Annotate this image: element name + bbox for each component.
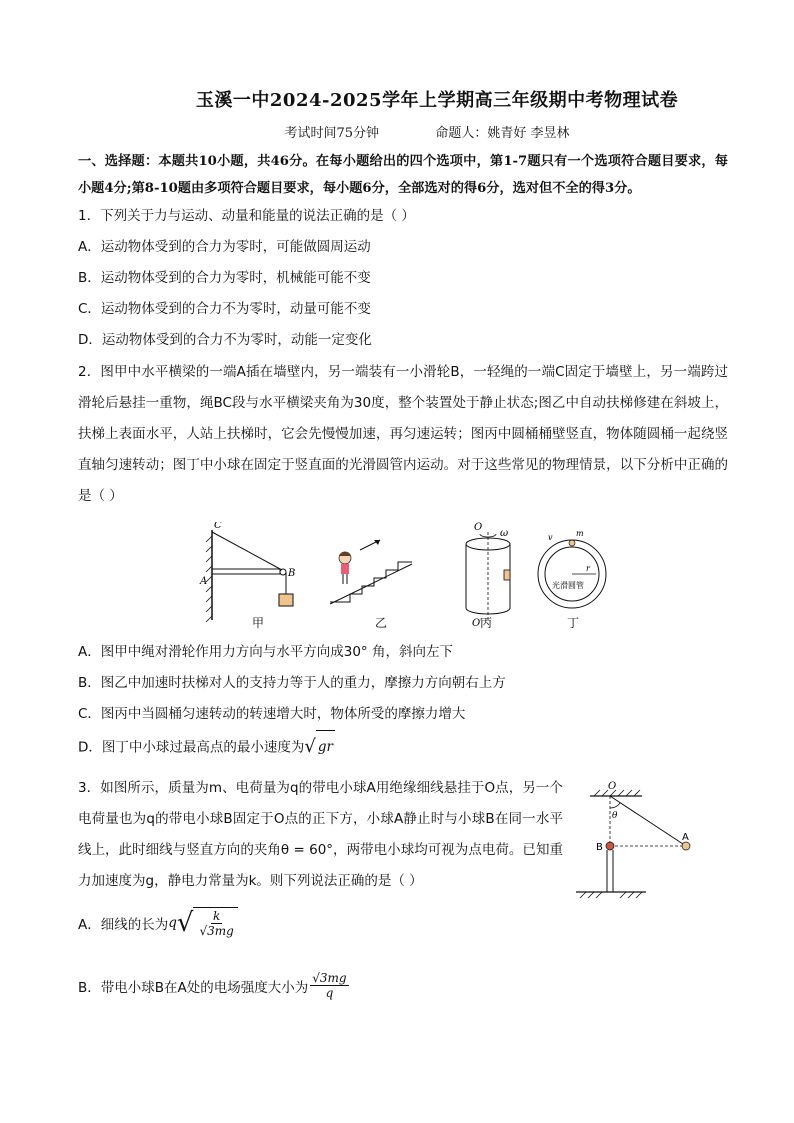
label-tube: 光滑圆管 bbox=[552, 581, 584, 590]
label-c: C bbox=[214, 522, 222, 531]
label-o-prime: O′ bbox=[472, 618, 483, 629]
sqrt-gr: √ gr bbox=[304, 730, 335, 763]
exam-subtitle bbox=[0, 122, 794, 141]
label-b: B bbox=[288, 568, 296, 579]
figure-ding bbox=[538, 529, 606, 608]
label-theta: θ bbox=[612, 811, 618, 821]
figure-label-ding: 丁 bbox=[567, 616, 580, 630]
question-3-option-a bbox=[78, 907, 238, 938]
question-3-figure bbox=[570, 780, 710, 900]
exam-title: 玉溪一中2024-2025学年上学期高三年级期中考物理试卷 bbox=[195, 90, 679, 111]
figure-label-yi: 乙 bbox=[375, 616, 388, 630]
figure-bing bbox=[466, 522, 510, 629]
question-2 bbox=[78, 357, 728, 512]
question-1-option-c: C．运动物体受到的合力不为零时，动量可能不变 bbox=[78, 301, 371, 317]
question-2-option-a: A．图甲中绳对滑轮作用力方向与水平方向成30° 角，斜向左下 bbox=[78, 644, 453, 660]
section-instructions: 一、选择题：本题共10小题，共46分。在每小题给出的四个选项中，第1-7题只有一个选项符合题目要求，每小题4分;第8-10题由多项符合题目要求，每小题6分，全部选对的得6分，选对但不全的得3分。 bbox=[78, 154, 728, 196]
question-2-options bbox=[78, 637, 728, 764]
fraction-numerator: √3mg bbox=[312, 971, 347, 985]
figure-jia bbox=[199, 522, 295, 622]
label-a: A bbox=[200, 576, 208, 587]
question-1-stem: 1．下列关于力与运动、动量和能量的说法正确的是（ ） bbox=[78, 208, 415, 224]
exam-authors: 命题人：姚青好 李昱林 bbox=[435, 126, 570, 141]
fraction-k-over-sqrt3mg bbox=[197, 909, 235, 938]
figure-label-jia: 甲 bbox=[252, 616, 265, 630]
label-a: A bbox=[682, 832, 689, 843]
fraction-sqrt3mg-over-q bbox=[310, 971, 348, 1000]
figure-yi bbox=[330, 540, 412, 604]
option-a-q: q bbox=[168, 914, 177, 931]
label-r: r bbox=[586, 564, 590, 573]
question-3-option-b-text: B．带电小球B在A处的电场强度大小为 bbox=[78, 979, 309, 996]
question-1-option-a: A．运动物体受到的合力为零时，可能做圆周运动 bbox=[78, 239, 371, 255]
question-3-option-a-text: A．细线的长为 bbox=[78, 916, 169, 933]
question-2-option-c: C．图丙中当圆桶匀速转动的转速增大时，物体所受的摩擦力增大 bbox=[78, 706, 466, 722]
sqrt-gr-body: gr bbox=[316, 730, 335, 763]
question-1 bbox=[78, 201, 728, 356]
question-3-stem: 3．如图所示，质量为m、电荷量为q的带电小球A用绝缘细线悬挂于O点，另一个电荷量也为q的带电小球B固定于O点的正下方，小球A静止时与小球B在同一水平线上，此时细线与竖直方向的夹角θ = 60°，两带电小球均可视为点电荷。已知重力加速度为g，静电力常量为k。则下列说法正确的是（ ） bbox=[78, 780, 563, 889]
fraction-denominator: q bbox=[325, 986, 334, 1000]
label-b: B bbox=[596, 842, 603, 853]
question-1-option-d: D．运动物体受到的合力不为零时，动能一定变化 bbox=[78, 332, 372, 348]
sqrt-fraction: √ $\frac{k}{√3mg}$ bbox=[177, 907, 238, 938]
exam-time: 考试时间75分钟 bbox=[284, 126, 380, 141]
label-omega: ω bbox=[500, 528, 509, 539]
question-1-option-b: B．运动物体受到的合力为零时，机械能可能不变 bbox=[78, 270, 371, 286]
label-m: m bbox=[576, 529, 584, 538]
question-3 bbox=[78, 773, 563, 897]
question-2-stem: 2．图甲中水平横梁的一端A插在墙壁内，另一端装有一小滑轮B，一轻绳的一端C固定于墙壁上，另一端跨过滑轮后悬挂一重物，绳BC段与水平横梁夹角为30度，整个装置处于静止状态;图乙中自动扶梯修建在斜坡上，扶梯上表面水平，人站上扶梯时，它会先慢慢加速，再匀速运转；图丙中圆桶桶壁竖直，物体随圆桶一起绕竖直轴匀速转动；图丁中小球在固定于竖直面的光滑圆管内运动。对于这些常见的物理情景，以下分析中正确的是（ ） bbox=[78, 364, 728, 504]
question-2-option-b: B．图乙中加速时扶梯对人的支持力等于人的重力，摩擦力方向朝右上方 bbox=[78, 675, 506, 691]
label-v: v bbox=[548, 533, 553, 542]
label-o: O bbox=[474, 522, 483, 533]
label-o: O bbox=[608, 781, 617, 792]
question-2-option-d-text: D．图丁中小球过最高点的最小速度为 bbox=[78, 739, 305, 756]
question-2-option-d bbox=[78, 730, 728, 764]
fraction-denominator: √3mg bbox=[199, 924, 234, 938]
figure-label-bing: 丙 bbox=[480, 616, 493, 630]
fraction-numerator: k bbox=[213, 909, 221, 923]
question-3-option-b bbox=[78, 971, 349, 1000]
